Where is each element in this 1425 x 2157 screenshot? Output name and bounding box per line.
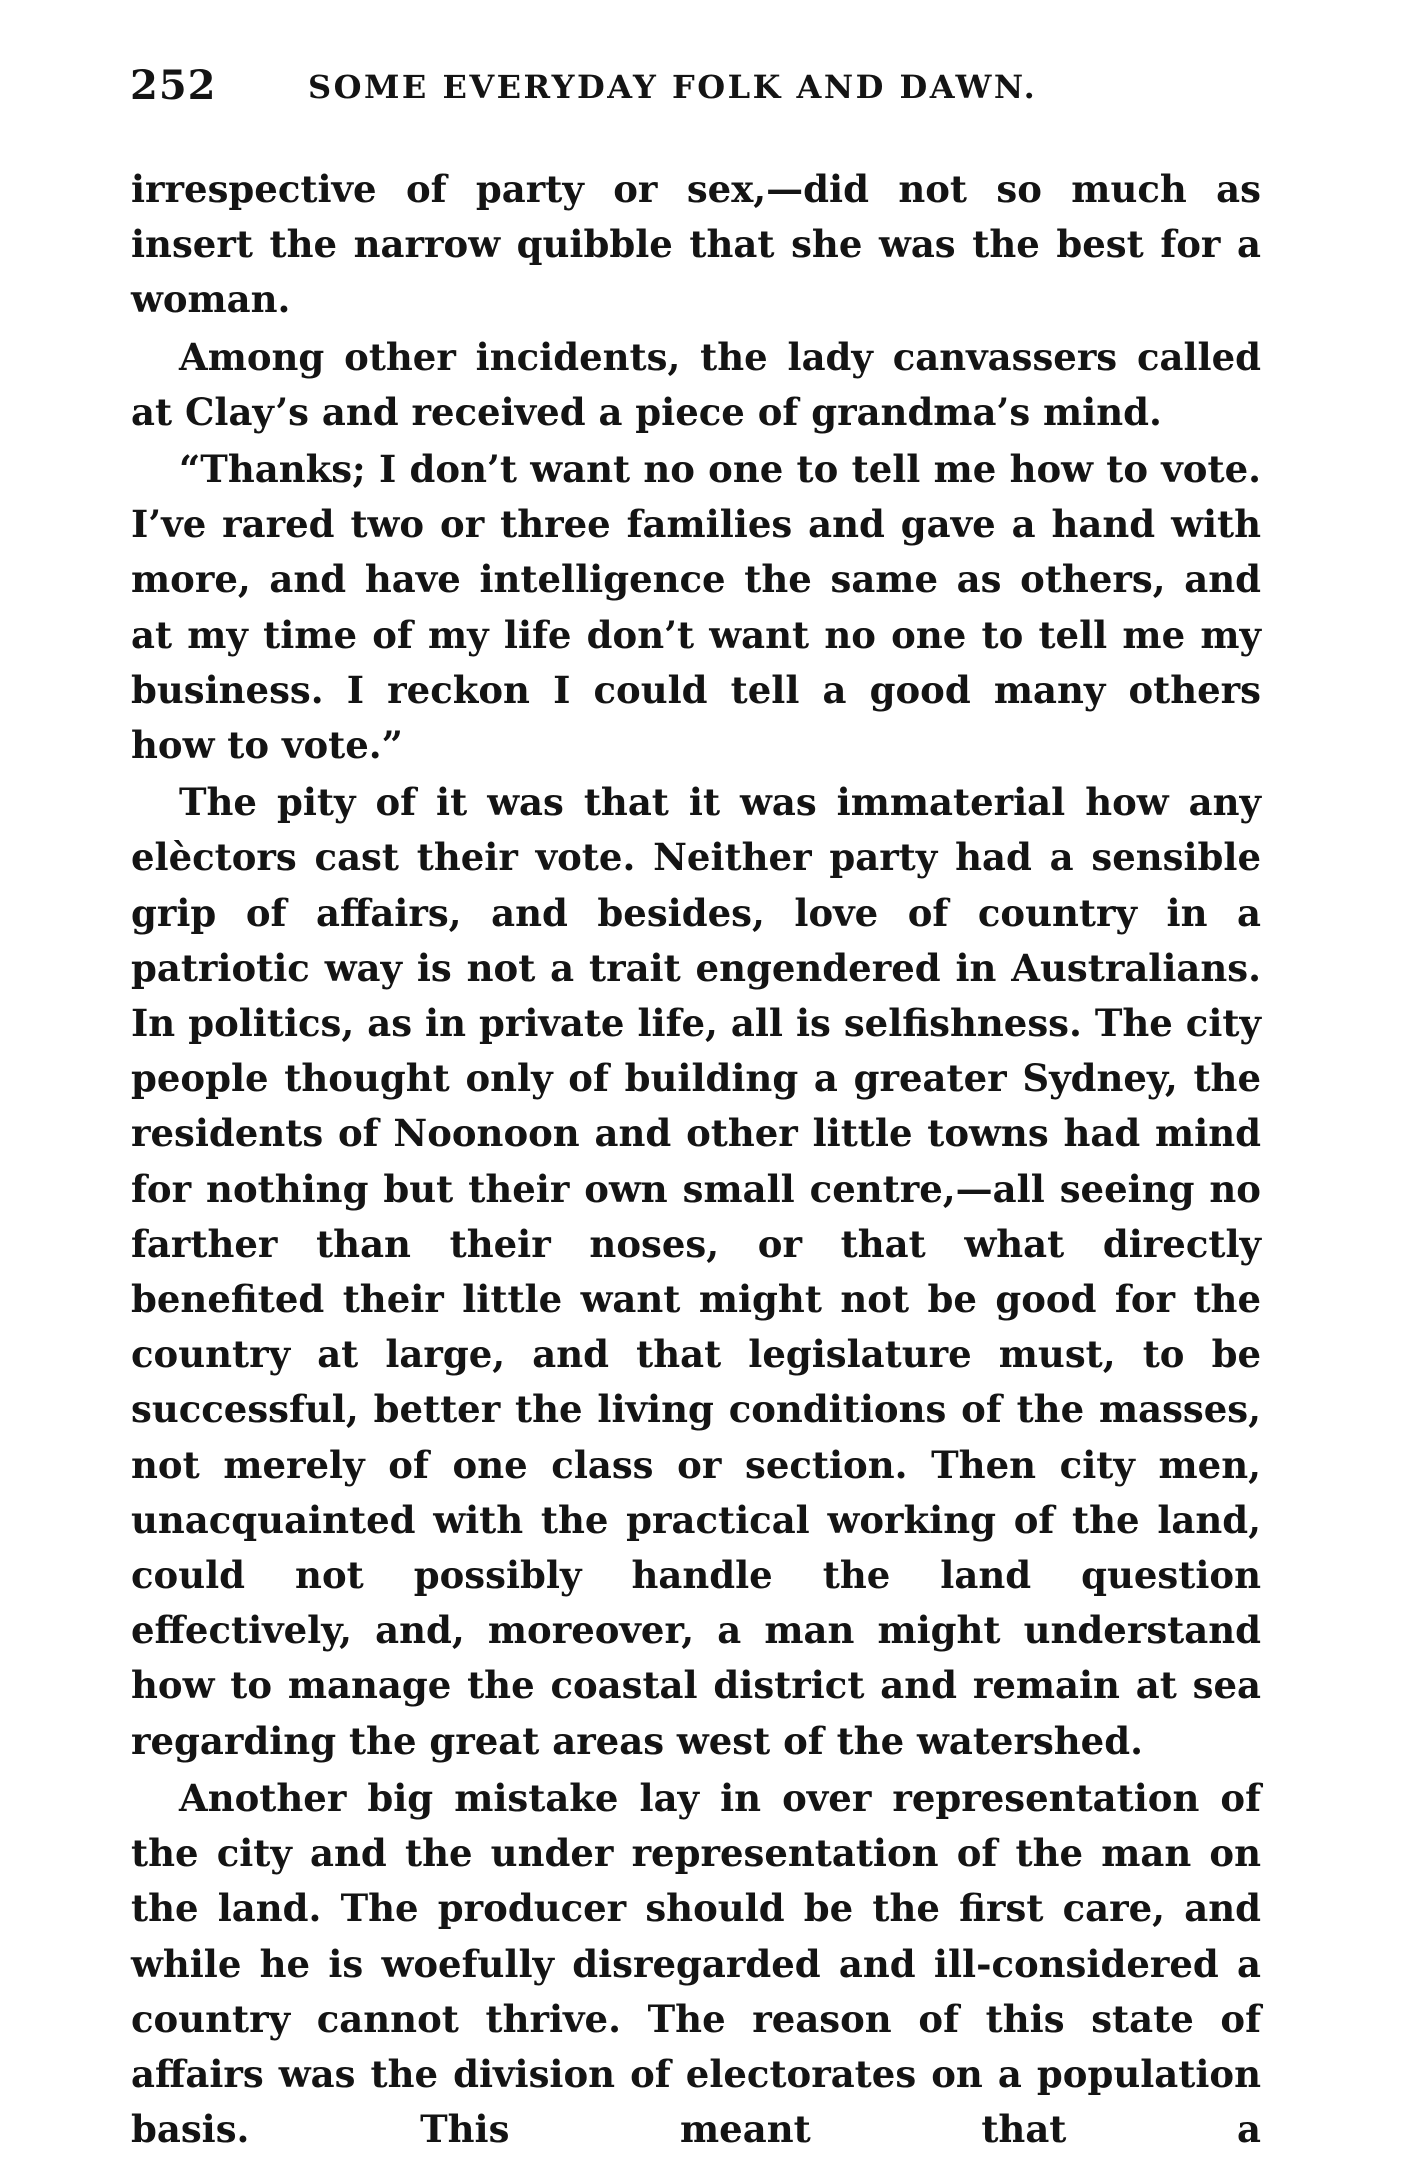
running-title: SOME EVERYDAY FOLK AND DAWN.: [308, 68, 1038, 106]
paragraph-representation: Another big mistake lay in over representation of the city and the under representation of the man on the land. The producer should be the first care, and while he is woefully disregarded and ill-considered a country cannot thrive. The reason of this state of affairs was the division of electorates on a population basis. This meant that a: [131, 1775, 1261, 2152]
paragraph-canvassers: Among other incidents, the lady canvassers called at Clay’s and received a piece of grandma’s mind.: [131, 334, 1261, 434]
page-number: 252: [130, 62, 217, 109]
paragraph-continuation: irrespective of party or sex,—did not so much as insert the narrow quibble that she was the best for a woman.: [131, 167, 1261, 322]
paragraph-electors: The pity of it was that it was immaterial how any elèctors cast their vote. Neither party had a sensible grip of affairs, and besides, love of country in a patriotic way is not a trait engendered in Australians. In politics, as in private life, all is selfishness. The city people thought only of building a greater Sydney, the residents of Noonoon and other little towns had mind for nothing but their own small centre,—all seeing no farther than their noses, or that what directly benefited their little want might not be good for the country at large, and that legislature must, to be successful, better the living conditions of the masses, not merely of one class or section. Then city men, unacquainted with the practical working of the land, could not possibly handle the land question effectively, and, moreover, a man might understand how to manage the coastal district and remain at sea regarding the great areas west of the watershed.: [131, 780, 1261, 1763]
running-head: [130, 62, 1260, 118]
paragraph-grandma-quote: “Thanks; I don’t want no one to tell me how to vote. I’ve rared two or three families and gave a hand with more, and have intelligence the same as others, and at my time of my life don’t want no one to tell me my business. I reckon I could tell a good many others how to vote.”: [131, 447, 1261, 768]
body-text: [131, 162, 1261, 2157]
